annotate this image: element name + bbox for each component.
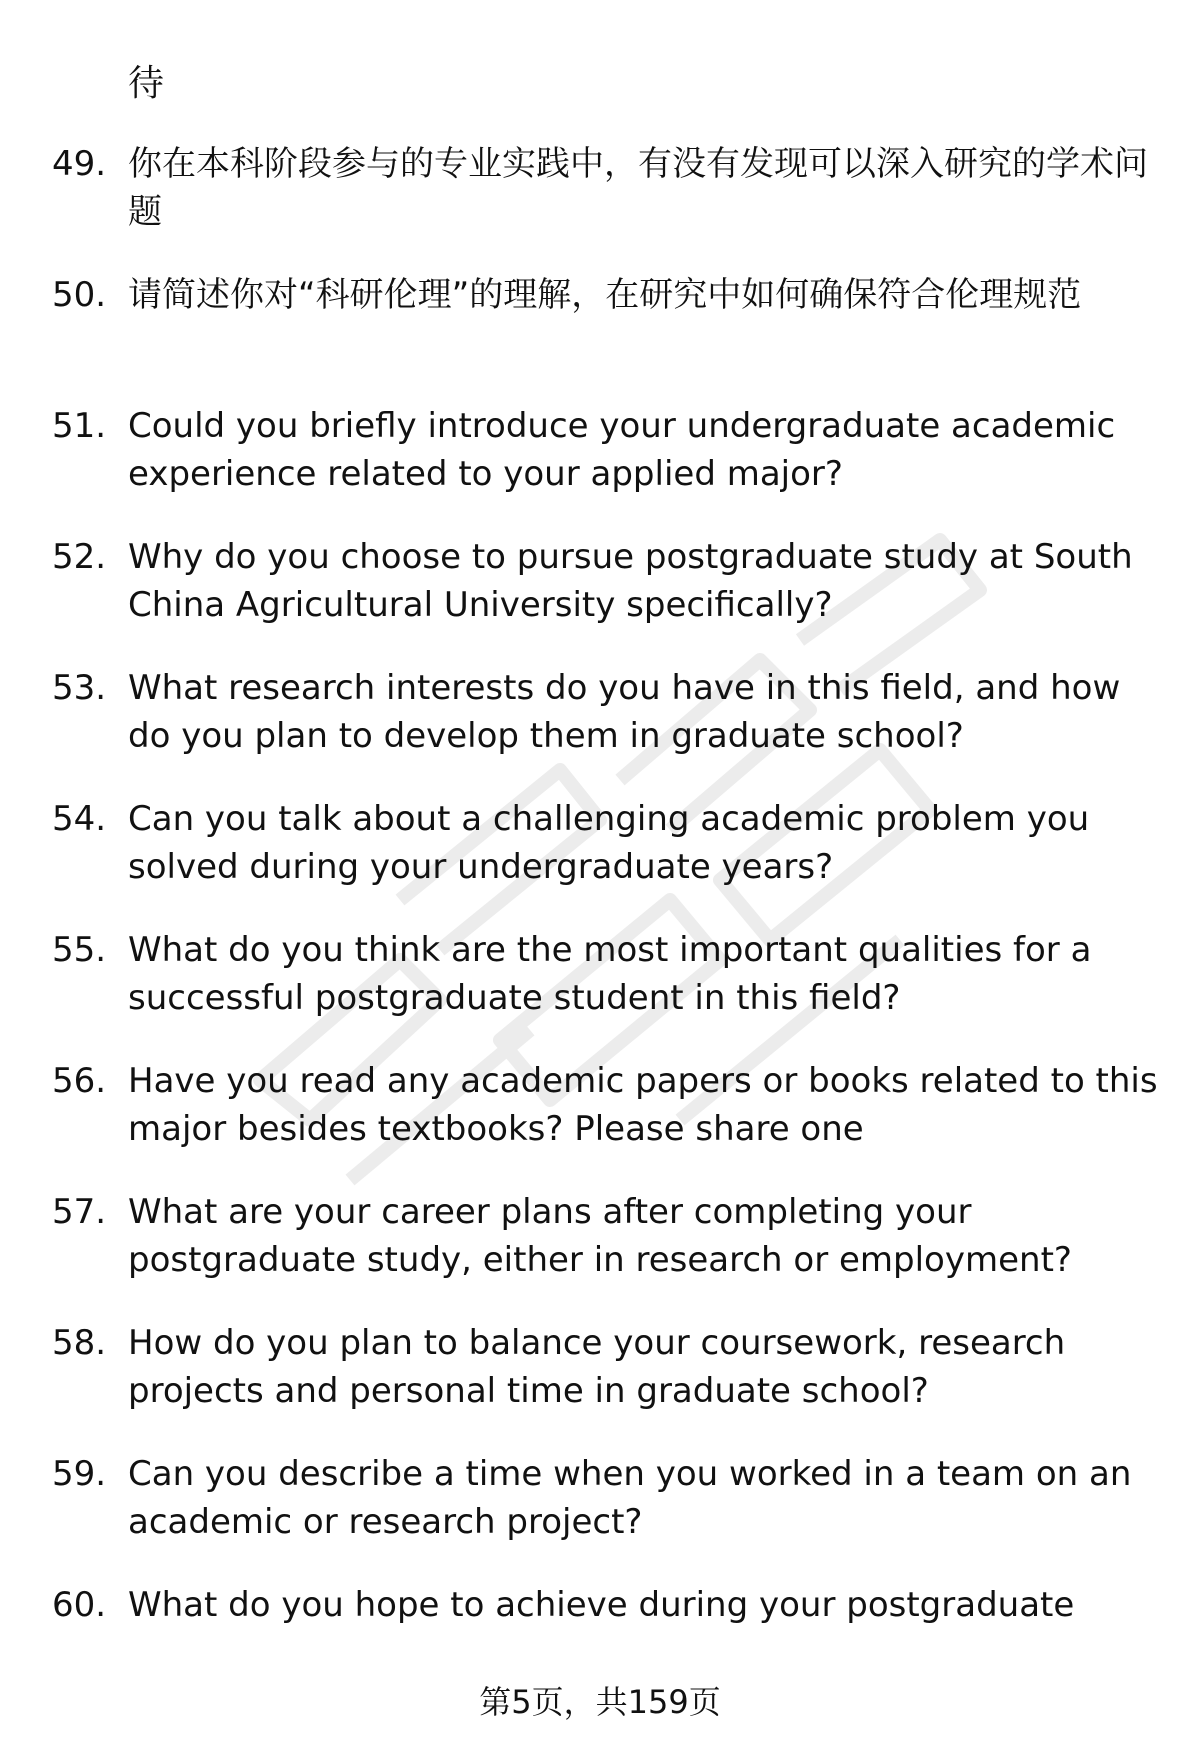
question-item (0, 1319, 1200, 1415)
question-item (0, 402, 1200, 498)
question-number: 54. (52, 799, 107, 839)
question-item (0, 271, 1200, 367)
question-text: Have you read any academic papers or books related to this major besides textbooks? Please share one (128, 1061, 1158, 1149)
question-item (0, 1188, 1200, 1284)
question-item (0, 795, 1200, 891)
question-item (0, 926, 1200, 1022)
question-text: Why do you choose to pursue postgraduate study at South China Agricultural University specifically? (128, 537, 1133, 625)
page-footer: 第5页，共159页 (479, 1683, 721, 1721)
question-text: 你在本科阶段参与的专业实践中，有没有发现可以深入研究的学术问题 (128, 144, 1148, 232)
question-item (0, 533, 1200, 629)
question-number: 53. (52, 668, 107, 708)
question-number: 50. (52, 275, 107, 315)
question-number: 56. (52, 1061, 107, 1101)
question-number: 57. (52, 1192, 107, 1232)
question-number: 51. (52, 406, 107, 446)
continuation-text: 待 (128, 63, 165, 104)
question-text: How do you plan to balance your coursework, research projects and personal time in graduate school? (128, 1323, 1066, 1411)
question-item (0, 140, 1200, 236)
question-text: Can you describe a time when you worked in a team on an academic or research project? (128, 1454, 1132, 1542)
question-number: 59. (52, 1454, 107, 1494)
question-number: 49. (52, 144, 107, 184)
question-number: 52. (52, 537, 107, 577)
question-text: What do you think are the most important qualities for a successful postgraduate student in this field? (128, 930, 1092, 1018)
question-text: What research interests do you have in this field, and how do you plan to develop them in graduate school? (128, 668, 1121, 756)
question-number: 60. (52, 1585, 107, 1625)
question-text: Could you briefly introduce your undergraduate academic experience related to your applied major? (128, 406, 1116, 494)
question-text: Can you talk about a challenging academic problem you solved during your undergraduate years? (128, 799, 1090, 887)
question-item (0, 1581, 1200, 1629)
question-list (0, 140, 1200, 1629)
question-number: 58. (52, 1323, 107, 1363)
question-item (0, 1057, 1200, 1153)
question-item (0, 664, 1200, 760)
question-text: What are your career plans after completing your postgraduate study, either in research or employment? (128, 1192, 1072, 1280)
question-item (0, 1450, 1200, 1546)
question-number: 55. (52, 930, 107, 970)
question-text: What do you hope to achieve during your postgraduate (128, 1585, 1075, 1625)
question-text: 请简述你对“科研伦理”的理解，在研究中如何确保符合伦理规范 (128, 275, 1082, 315)
